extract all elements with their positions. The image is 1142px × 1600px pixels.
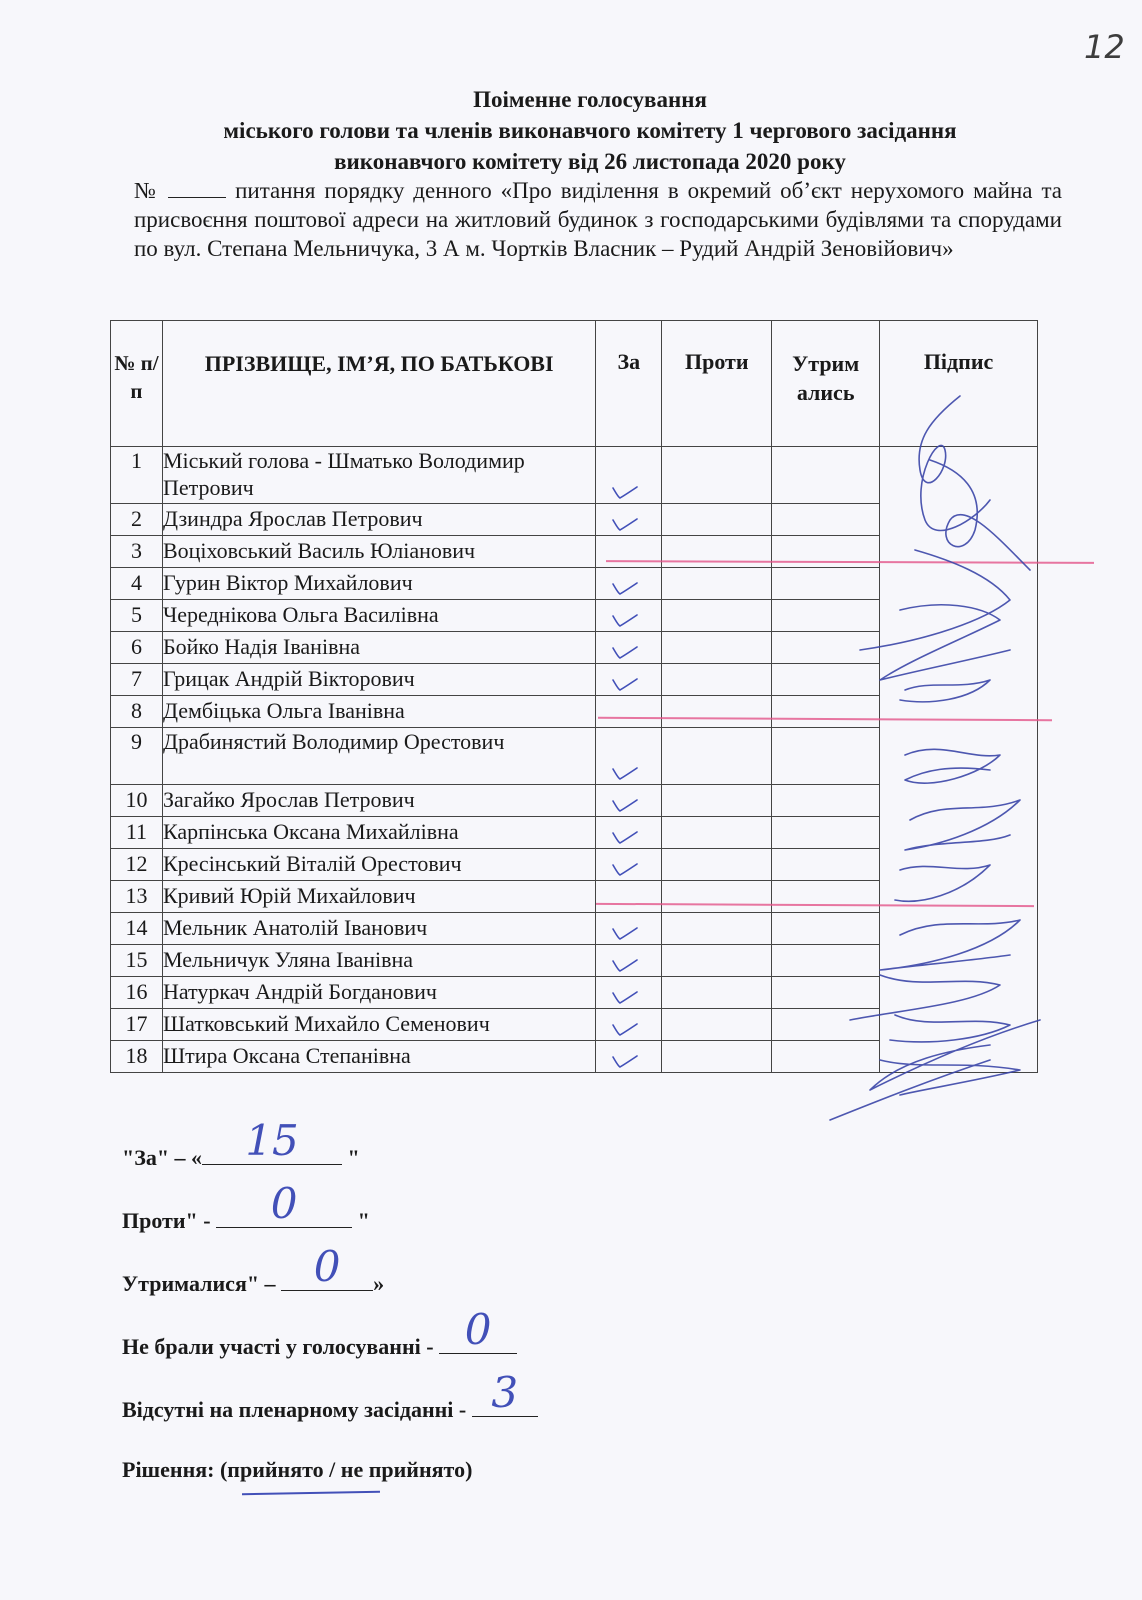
summary-against	[122, 1179, 370, 1234]
header-signature: Підпис	[880, 321, 1038, 447]
row-num: 16	[111, 977, 163, 1009]
row-num: 2	[111, 504, 163, 536]
row-name: Кривий Юрій Михайлович	[162, 881, 595, 913]
page-number: 12	[1084, 28, 1125, 66]
header-title: Поіменне голосування	[473, 87, 707, 112]
row-name: Воціховський Василь Юліанович	[162, 536, 595, 568]
summary-nopart-line	[439, 1305, 517, 1354]
row-num: 18	[111, 1041, 163, 1073]
row-num: 12	[111, 849, 163, 881]
summary-absent-value: 3	[491, 1368, 519, 1417]
row-num: 11	[111, 817, 163, 849]
header-against: Проти	[662, 321, 772, 447]
summary-against-value: 0	[270, 1179, 298, 1228]
row-name: Драбинястий Володимир Орестович	[162, 728, 595, 785]
header-name: ПРІЗВИЩЕ, ІМ’Я, ПО БАТЬКОВІ	[162, 321, 595, 447]
row-num: 17	[111, 1009, 163, 1041]
summary-yes-label: "За" – «	[122, 1145, 203, 1170]
summary-against-label: Проти" -	[122, 1208, 217, 1233]
header-date: виконавчого комітету від 26 листопада 2020 року	[334, 149, 846, 174]
summary-against-line	[216, 1179, 352, 1228]
row-name: Череднікова Ольга Василівна	[162, 600, 595, 632]
summary-decision-label: Рішення: (прийнято / не прийнято)	[122, 1457, 473, 1482]
row-name: Мельничук Уляна Іванівна	[162, 945, 595, 977]
row-num: 6	[111, 632, 163, 664]
summary-abstained-label: Утрималися" –	[122, 1271, 282, 1296]
summary-against-close: "	[352, 1208, 370, 1233]
row-name: Мельник Анатолій Іванович	[162, 913, 595, 945]
row-num: 13	[111, 881, 163, 913]
row-name: Штира Оксана Степанівна	[162, 1041, 595, 1073]
summary-yes-close: "	[342, 1145, 360, 1170]
row-name: Загайко Ярослав Петрович	[162, 785, 595, 817]
row-num: 14	[111, 913, 163, 945]
summary-abstained-value: 0	[313, 1242, 341, 1291]
row-name: Шатковський Михайло Семенович	[162, 1009, 595, 1041]
agenda-text: питання порядку денного «Про виділення в окремий об’єкт нерухомого майна та присвоєння поштової адреси на житловий будинок з господарськими будівлями та спорудами по вул. Степана Мельничука, 3 А м. Чортків Власник – Рудий Андрій Зеновійович»	[134, 178, 1063, 261]
header-yes: За	[596, 321, 662, 447]
row-name: Міський голова - Шматько Володимир Петрович	[162, 447, 595, 504]
row-name: Карпінська Оксана Михайлівна	[162, 817, 595, 849]
agenda-number-sign: №	[134, 178, 160, 203]
row-name: Бойко Надія Іванівна	[162, 632, 595, 664]
header-subtitle: міського голови та членів виконавчого комітету 1 чергового засідання	[223, 118, 957, 143]
row-name: Натуркач Андрій Богданович	[162, 977, 595, 1009]
summary-absent-label: Відсутні на пленарному засіданні -	[122, 1397, 472, 1422]
row-name: Дембіцька Ольга Іванівна	[162, 696, 595, 728]
summary-yes-line	[202, 1116, 342, 1165]
row-num: 7	[111, 664, 163, 696]
summary-abstained-close: »	[373, 1271, 385, 1296]
header-num: № п/п	[111, 321, 163, 447]
header-abstained: Утрим ались	[772, 321, 880, 447]
row-name: Гурин Віктор Михайлович	[162, 568, 595, 600]
summary-decision	[122, 1457, 472, 1483]
summary-nopart-label: Не брали участі у голосуванні -	[122, 1334, 440, 1359]
row-name: Дзиндра Ярослав Петрович	[162, 504, 595, 536]
summary-yes-value: 15	[245, 1116, 299, 1165]
row-num: 1	[111, 447, 163, 504]
row-num: 8	[111, 696, 163, 728]
row-num: 3	[111, 536, 163, 568]
summary-absent	[122, 1368, 538, 1423]
row-name: Грицак Андрій Вікторович	[162, 664, 595, 696]
row-name: Кресінський Віталій Орестович	[162, 849, 595, 881]
summary-abstained	[122, 1242, 385, 1297]
row-num: 15	[111, 945, 163, 977]
summary-yes	[122, 1116, 360, 1171]
summary-nopart-value: 0	[464, 1305, 492, 1354]
summary-absent-line	[472, 1368, 538, 1417]
row-num: 4	[111, 568, 163, 600]
row-num: 5	[111, 600, 163, 632]
row-num: 10	[111, 785, 163, 817]
summary-abstained-line	[281, 1242, 373, 1291]
row-num: 9	[111, 728, 163, 785]
summary-no-participation	[122, 1305, 517, 1360]
